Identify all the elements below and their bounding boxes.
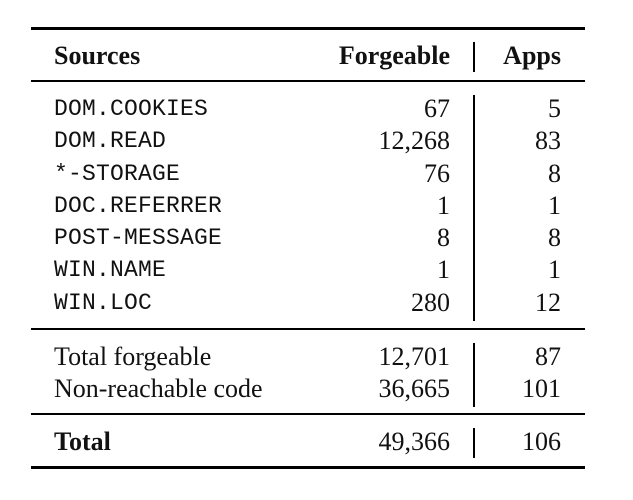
source-name: *-STORAGE	[54, 161, 181, 187]
bottom-rule	[31, 466, 585, 469]
forgeable-count: 36,665	[378, 374, 450, 403]
forgeable-count: 12,268	[378, 126, 450, 155]
forgeable-count: 8	[437, 223, 450, 252]
table-row	[0, 287, 633, 319]
apps-count: 101	[522, 374, 561, 403]
total-rule	[31, 413, 585, 415]
header-forgeable: Forgeable	[338, 41, 450, 70]
forgeable-count: 1	[437, 255, 450, 284]
header-column-separator	[473, 42, 475, 72]
total-row	[0, 426, 633, 458]
apps-count: 1	[548, 255, 561, 284]
forgeable-count: 12,701	[378, 342, 450, 371]
summary-row	[0, 373, 633, 405]
table-row	[0, 254, 633, 286]
header-row	[0, 40, 633, 72]
table-row	[0, 190, 633, 222]
header-rule	[31, 80, 585, 82]
source-name: DOM.COOKIES	[54, 96, 209, 122]
total-column-separator	[473, 428, 475, 458]
forgeable-count: 1	[437, 191, 450, 220]
source-name: DOM.READ	[54, 128, 167, 154]
apps-count: 12	[535, 288, 561, 317]
table-row	[0, 222, 633, 254]
apps-count: 5	[548, 94, 561, 123]
forgeable-count: 67	[424, 94, 450, 123]
sources-column-separator	[473, 95, 475, 321]
top-rule	[31, 27, 585, 30]
apps-count: 83	[535, 126, 561, 155]
apps-count: 8	[548, 159, 561, 188]
summary-label: Total forgeable	[54, 342, 212, 371]
forgeable-count: 76	[424, 159, 450, 188]
source-name: POST-MESSAGE	[54, 225, 223, 251]
forgeable-count: 280	[411, 288, 450, 317]
table-row	[0, 93, 633, 125]
forgeable-count: 49,366	[378, 427, 450, 456]
table-row	[0, 125, 633, 157]
summary-label: Non-reachable code	[54, 374, 263, 403]
total-label: Total	[54, 427, 111, 456]
source-name: WIN.NAME	[54, 257, 167, 283]
section-rule	[31, 328, 585, 330]
source-name: DOC.REFERRER	[54, 193, 223, 219]
summary-row	[0, 341, 633, 373]
header-sources: Sources	[54, 41, 141, 70]
apps-count: 1	[548, 191, 561, 220]
apps-count: 8	[548, 223, 561, 252]
table-row	[0, 158, 633, 190]
source-name: WIN.LOC	[54, 290, 153, 316]
header-apps: Apps	[503, 41, 561, 70]
apps-count: 87	[535, 342, 561, 371]
summary-column-separator	[473, 343, 475, 407]
apps-count: 106	[522, 427, 561, 456]
